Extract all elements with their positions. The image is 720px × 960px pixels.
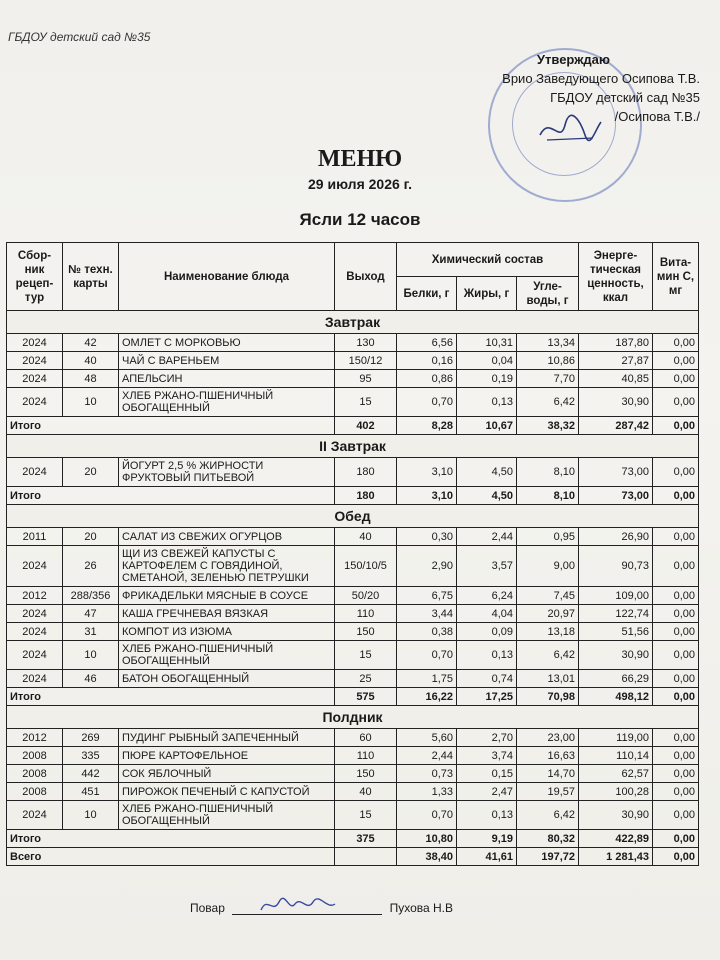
table-cell: 20 [63, 458, 119, 487]
total-cell: 287,42 [579, 417, 653, 435]
table-cell: 6,42 [517, 388, 579, 417]
total-label: Итого [7, 830, 335, 848]
table-cell: 0,16 [397, 352, 457, 370]
table-cell: 109,00 [579, 587, 653, 605]
table-cell: 0,13 [457, 388, 517, 417]
total-cell: 402 [335, 417, 397, 435]
table-row [7, 670, 699, 688]
table-cell: 19,57 [517, 783, 579, 801]
table-cell: ЧАЙ С ВАРЕНЬЕМ [119, 352, 335, 370]
total-cell: 4,50 [457, 487, 517, 505]
group-title: Ясли 12 часов [299, 210, 421, 229]
grand-total-cell: 41,61 [457, 848, 517, 866]
table-cell: 20,97 [517, 605, 579, 623]
table-cell: 2024 [7, 370, 63, 388]
table-cell: 0,13 [457, 801, 517, 830]
table-cell: 2,47 [457, 783, 517, 801]
table-cell: 2024 [7, 352, 63, 370]
table-cell: 187,80 [579, 334, 653, 352]
table-cell: 2,70 [457, 729, 517, 747]
table-cell: 51,56 [579, 623, 653, 641]
table-cell: 0,74 [457, 670, 517, 688]
table-cell: 47 [63, 605, 119, 623]
table-cell: 0,00 [653, 587, 699, 605]
table-cell: 7,70 [517, 370, 579, 388]
footer [190, 900, 453, 915]
table-cell: ПИРОЖОК ПЕЧЕНЫЙ С КАПУСТОЙ [119, 783, 335, 801]
table-cell: 110,14 [579, 747, 653, 765]
table-cell: 10 [63, 388, 119, 417]
table-cell: 13,18 [517, 623, 579, 641]
total-cell: 10,80 [397, 830, 457, 848]
table-cell: ФРИКАДЕЛЬКИ МЯСНЫЕ В СОУСЕ [119, 587, 335, 605]
table-cell: 40 [335, 783, 397, 801]
table-cell: 100,28 [579, 783, 653, 801]
table-cell: 2024 [7, 801, 63, 830]
table-cell: 27,87 [579, 352, 653, 370]
section-row [7, 435, 699, 458]
table-cell: ХЛЕБ РЖАНО-ПШЕНИЧНЫЙ ОБОГАЩЕННЫЙ [119, 641, 335, 670]
total-cell: 375 [335, 830, 397, 848]
table-cell: 8,10 [517, 458, 579, 487]
table-cell: 0,86 [397, 370, 457, 388]
table-row [7, 747, 699, 765]
table-row [7, 587, 699, 605]
table-row [7, 334, 699, 352]
table-cell: 0,09 [457, 623, 517, 641]
table-cell: 2,44 [457, 528, 517, 546]
table-cell: 2012 [7, 729, 63, 747]
table-cell: 2011 [7, 528, 63, 546]
grand-total-row [7, 848, 699, 866]
table-cell: 0,00 [653, 747, 699, 765]
table-cell: СОК ЯБЛОЧНЫЙ [119, 765, 335, 783]
total-cell: 0,00 [653, 688, 699, 706]
total-cell: 9,19 [457, 830, 517, 848]
table-cell: 5,60 [397, 729, 457, 747]
table-cell: 3,74 [457, 747, 517, 765]
section-title: II Завтрак [7, 435, 699, 458]
organization-name: ГБДОУ детский сад №35 [8, 30, 151, 44]
table-cell: 6,24 [457, 587, 517, 605]
table-cell: 0,15 [457, 765, 517, 783]
table-cell: 20 [63, 528, 119, 546]
total-row [7, 487, 699, 505]
table-cell: 130 [335, 334, 397, 352]
table-cell: 0,13 [457, 641, 517, 670]
table-cell: 2024 [7, 458, 63, 487]
table-cell: 0,70 [397, 641, 457, 670]
section-row [7, 706, 699, 729]
col-vitamin: Вита-мин С, мг [653, 243, 699, 311]
table-cell: 6,75 [397, 587, 457, 605]
table-cell: 0,70 [397, 801, 457, 830]
table-cell: 0,00 [653, 370, 699, 388]
total-row [7, 830, 699, 848]
total-cell: 180 [335, 487, 397, 505]
table-cell: 0,00 [653, 605, 699, 623]
approval-line-2: ГБДОУ детский сад №35 [550, 90, 700, 105]
table-cell: 6,42 [517, 641, 579, 670]
table-cell: ХЛЕБ РЖАНО-ПШЕНИЧНЫЙ ОБОГАЩЕННЫЙ [119, 801, 335, 830]
table-cell: 42 [63, 334, 119, 352]
table-cell: ПУДИНГ РЫБНЫЙ ЗАПЕЧЕННЫЙ [119, 729, 335, 747]
table-cell: 0,00 [653, 623, 699, 641]
table-cell: 13,01 [517, 670, 579, 688]
table-cell: 0,00 [653, 729, 699, 747]
col-collection: Сбор-ник рецеп-тур [7, 243, 63, 311]
table-cell: 95 [335, 370, 397, 388]
table-cell: 335 [63, 747, 119, 765]
total-cell: 498,12 [579, 688, 653, 706]
total-label: Итого [7, 417, 335, 435]
table-cell: 3,44 [397, 605, 457, 623]
total-label: Итого [7, 487, 335, 505]
table-cell: 0,70 [397, 388, 457, 417]
table-cell: ОМЛЕТ С МОРКОВЬЮ [119, 334, 335, 352]
grand-total-label: Всего [7, 848, 335, 866]
section-title: Полдник [7, 706, 699, 729]
total-cell: 16,22 [397, 688, 457, 706]
table-cell: ХЛЕБ РЖАНО-ПШЕНИЧНЫЙ ОБОГАЩЕННЫЙ [119, 388, 335, 417]
table-cell: ЩИ ИЗ СВЕЖЕЙ КАПУСТЫ С КАРТОФЕЛЕМ С ГОВЯДИНОЙ, СМЕТАНОЙ, ЗЕЛЕНЬЮ ПЕТРУШКИ [119, 546, 335, 587]
total-label: Итого [7, 688, 335, 706]
table-cell: 10,31 [457, 334, 517, 352]
col-yield: Выход [335, 243, 397, 311]
table-cell: 2024 [7, 670, 63, 688]
table-cell: 110 [335, 605, 397, 623]
table-row [7, 388, 699, 417]
col-dish: Наименование блюда [119, 243, 335, 311]
table-cell: 0,95 [517, 528, 579, 546]
total-cell: 0,00 [653, 830, 699, 848]
table-cell: 0,19 [457, 370, 517, 388]
section-row [7, 311, 699, 334]
table-cell: 62,57 [579, 765, 653, 783]
page-title: МЕНЮ [317, 146, 403, 172]
section-title: Обед [7, 505, 699, 528]
table-cell: 2012 [7, 587, 63, 605]
table-cell: 150/12 [335, 352, 397, 370]
table-cell: 50/20 [335, 587, 397, 605]
menu-table-body [7, 311, 699, 866]
table-row [7, 546, 699, 587]
table-cell: 2024 [7, 388, 63, 417]
table-cell: 40 [63, 352, 119, 370]
table-cell: 25 [335, 670, 397, 688]
table-cell: БАТОН ОБОГАЩЕННЫЙ [119, 670, 335, 688]
table-cell: 110 [335, 747, 397, 765]
table-cell: 0,00 [653, 546, 699, 587]
table-cell: 0,00 [653, 670, 699, 688]
table-cell: 122,74 [579, 605, 653, 623]
total-cell: 38,32 [517, 417, 579, 435]
total-cell: 17,25 [457, 688, 517, 706]
table-row [7, 641, 699, 670]
table-cell: 23,00 [517, 729, 579, 747]
grand-total-cell: 197,72 [517, 848, 579, 866]
total-cell: 0,00 [653, 487, 699, 505]
table-cell: 150/10/5 [335, 546, 397, 587]
table-row [7, 623, 699, 641]
table-cell: 119,00 [579, 729, 653, 747]
table-cell: 15 [335, 801, 397, 830]
table-cell: 10 [63, 641, 119, 670]
table-cell: 180 [335, 458, 397, 487]
table-cell: КОМПОТ ИЗ ИЗЮМА [119, 623, 335, 641]
col-protein: Белки, г [397, 277, 457, 311]
table-cell: 10 [63, 801, 119, 830]
grand-total-cell [335, 848, 397, 866]
total-cell: 10,67 [457, 417, 517, 435]
table-cell: 2008 [7, 765, 63, 783]
total-cell: 0,00 [653, 417, 699, 435]
table-cell: 150 [335, 623, 397, 641]
table-cell: 26,90 [579, 528, 653, 546]
table-cell: 73,00 [579, 458, 653, 487]
table-cell: 451 [63, 783, 119, 801]
table-cell: 0,00 [653, 528, 699, 546]
table-cell: 6,42 [517, 801, 579, 830]
table-cell: 0,30 [397, 528, 457, 546]
table-cell: 40 [335, 528, 397, 546]
table-cell: 15 [335, 641, 397, 670]
table-cell: 2024 [7, 605, 63, 623]
table-cell: 31 [63, 623, 119, 641]
table-cell: САЛАТ ИЗ СВЕЖИХ ОГУРЦОВ [119, 528, 335, 546]
menu-table [6, 242, 699, 866]
total-cell: 8,28 [397, 417, 457, 435]
table-cell: 1,75 [397, 670, 457, 688]
table-cell: 2008 [7, 783, 63, 801]
grand-total-cell: 1 281,43 [579, 848, 653, 866]
col-carbs: Угле-воды, г [517, 277, 579, 311]
table-row [7, 605, 699, 623]
table-cell: 2024 [7, 334, 63, 352]
table-row [7, 801, 699, 830]
table-cell: 0,00 [653, 801, 699, 830]
table-row [7, 370, 699, 388]
table-cell: 0,00 [653, 388, 699, 417]
table-row [7, 528, 699, 546]
table-cell: 150 [335, 765, 397, 783]
table-cell: 16,63 [517, 747, 579, 765]
table-cell: 0,04 [457, 352, 517, 370]
col-fat: Жиры, г [457, 277, 517, 311]
table-cell: 6,56 [397, 334, 457, 352]
total-row [7, 688, 699, 706]
table-cell: 269 [63, 729, 119, 747]
table-cell: 0,00 [653, 458, 699, 487]
table-cell: 0,00 [653, 334, 699, 352]
approval-line-3: /Осипова Т.В./ [614, 109, 700, 124]
total-cell: 575 [335, 688, 397, 706]
table-cell: 288/356 [63, 587, 119, 605]
total-cell: 3,10 [397, 487, 457, 505]
table-cell: 0,00 [653, 765, 699, 783]
col-chem: Химический состав [397, 243, 579, 277]
cook-name: Пухова Н.В [389, 901, 453, 915]
table-cell: 0,73 [397, 765, 457, 783]
table-cell: 3,57 [457, 546, 517, 587]
table-cell: 30,90 [579, 388, 653, 417]
table-cell: 10,86 [517, 352, 579, 370]
table-cell: 2024 [7, 641, 63, 670]
cook-label: Повар [190, 901, 225, 915]
table-cell: 60 [335, 729, 397, 747]
total-cell: 80,32 [517, 830, 579, 848]
approval-title: Утверждаю [536, 52, 610, 67]
table-cell: 4,04 [457, 605, 517, 623]
grand-total-cell: 38,40 [397, 848, 457, 866]
total-cell: 70,98 [517, 688, 579, 706]
table-cell: 2024 [7, 623, 63, 641]
table-cell: 30,90 [579, 641, 653, 670]
table-cell: 0,38 [397, 623, 457, 641]
table-cell: КАША ГРЕЧНЕВАЯ ВЯЗКАЯ [119, 605, 335, 623]
approval-block [502, 50, 700, 126]
cook-signature [257, 892, 357, 918]
table-row [7, 352, 699, 370]
total-cell: 73,00 [579, 487, 653, 505]
table-cell: 442 [63, 765, 119, 783]
table-cell: ПЮРЕ КАРТОФЕЛЬНОЕ [119, 747, 335, 765]
table-cell: 0,00 [653, 783, 699, 801]
table-row [7, 458, 699, 487]
table-cell: 1,33 [397, 783, 457, 801]
menu-date: 29 июля 2026 г. [308, 176, 412, 192]
table-cell: 0,00 [653, 641, 699, 670]
table-cell: 66,29 [579, 670, 653, 688]
table-cell: 4,50 [457, 458, 517, 487]
table-cell: 0,00 [653, 352, 699, 370]
approval-line-1: Врио Заведующего Осипова Т.В. [502, 71, 700, 86]
table-cell: 9,00 [517, 546, 579, 587]
table-cell: 46 [63, 670, 119, 688]
table-row [7, 765, 699, 783]
table-cell: 2,90 [397, 546, 457, 587]
table-row [7, 729, 699, 747]
col-card: № техн. карты [63, 243, 119, 311]
col-energy: Энерге-тическая ценность, ккал [579, 243, 653, 311]
table-row [7, 783, 699, 801]
table-cell: 90,73 [579, 546, 653, 587]
table-cell: 30,90 [579, 801, 653, 830]
table-cell: АПЕЛЬСИН [119, 370, 335, 388]
section-row [7, 505, 699, 528]
table-cell: 40,85 [579, 370, 653, 388]
table-cell: 2008 [7, 747, 63, 765]
table-cell: 2,44 [397, 747, 457, 765]
total-cell: 422,89 [579, 830, 653, 848]
section-title: Завтрак [7, 311, 699, 334]
table-cell: 14,70 [517, 765, 579, 783]
cook-signature-line [232, 900, 382, 915]
table-cell: 13,34 [517, 334, 579, 352]
table-cell: 2024 [7, 546, 63, 587]
table-cell: 48 [63, 370, 119, 388]
total-row [7, 417, 699, 435]
table-cell: 26 [63, 546, 119, 587]
total-cell: 8,10 [517, 487, 579, 505]
grand-total-cell: 0,00 [653, 848, 699, 866]
table-cell: 7,45 [517, 587, 579, 605]
table-cell: 3,10 [397, 458, 457, 487]
table-cell: ЙОГУРТ 2,5 % ЖИРНОСТИ ФРУКТОВЫЙ ПИТЬЕВОЙ [119, 458, 335, 487]
table-cell: 15 [335, 388, 397, 417]
